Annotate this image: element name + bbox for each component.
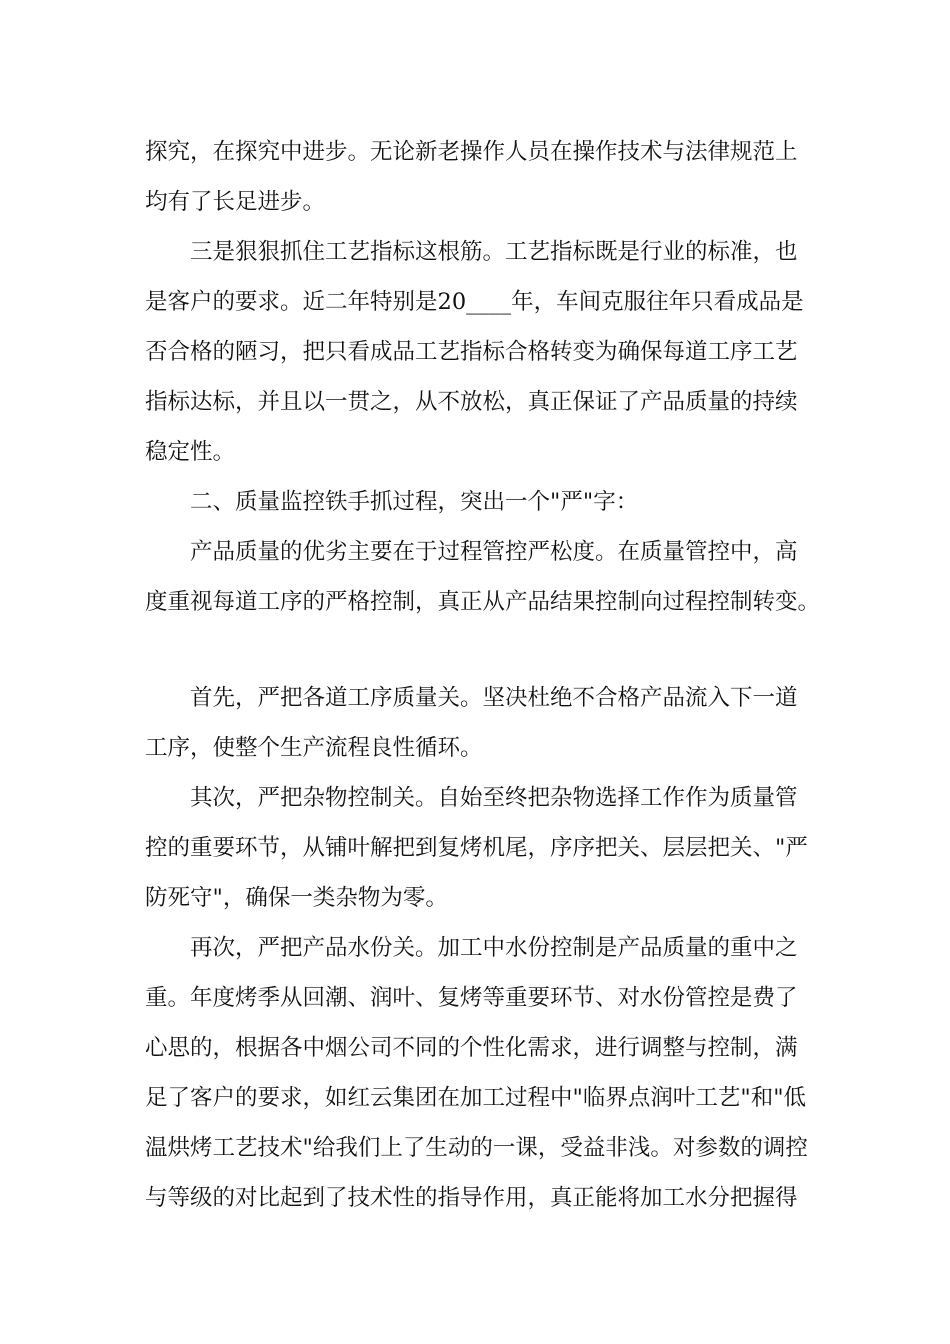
text-line: 与等级的对比起到了技术性的指导作用，真正能将加工水分把握得 — [145, 1185, 798, 1211]
section-heading: 二、质量监控铁手抓过程，突出一个"严"字： — [190, 489, 639, 515]
text-line: 稳定性。 — [145, 439, 236, 465]
text-line: 否合格的陋习，把只看成品工艺指标合格转变为确保每道工序工艺 — [145, 339, 798, 365]
text-line: 探究，在探究中进步。无论新老操作人员在操作技术与法律规范上 — [145, 139, 798, 165]
paragraph-start-line: 其次，严把杂物控制关。自始至终把杂物选择工作作为质量管 — [190, 785, 798, 811]
text-line: 是客户的要求。近二年特别是20____年，车间克服往年只看成品是 — [145, 289, 804, 315]
text-line: 控的重要环节，从铺叶解把到复烤机尾，序序把关、层层把关、"严 — [145, 835, 808, 861]
text-line: 均有了长足进步。 — [145, 189, 326, 215]
paragraph-start-line: 再次，严把产品水份关。加工中水份控制是产品质量的重中之 — [190, 935, 798, 961]
paragraph-start-line: 产品质量的优劣主要在于过程管控严松度。在质量管控中，高 — [190, 539, 798, 565]
text-line: 重。年度烤季从回潮、润叶、复烤等重要环节、对水份管控是费了 — [145, 985, 798, 1011]
text-line: 指标达标，并且以一贯之，从不放松，真正保证了产品质量的持续 — [145, 389, 798, 415]
text-line: 足了客户的要求，如红云集团在加工过程中"临界点润叶工艺"和"低 — [145, 1085, 807, 1111]
text-line: 防死守"，确保一类杂物为零。 — [145, 885, 448, 911]
text-line: 工序，使整个生产流程良性循环。 — [145, 735, 483, 761]
text-line: 心思的，根据各中烟公司不同的个性化需求，进行调整与控制，满 — [145, 1035, 798, 1061]
paragraph-start-line: 首先，严把各道工序质量关。坚决杜绝不合格产品流入下一道 — [190, 685, 798, 711]
text-line: 度重视每道工序的严格控制，真正从产品结果控制向过程控制转变。 — [145, 589, 821, 615]
text-line: 温烘烤工艺技术"给我们上了生动的一课，受益非浅。对参数的调控 — [145, 1135, 808, 1161]
paragraph-start-line: 三是狠狠抓住工艺指标这根筋。工艺指标既是行业的标准，也 — [190, 239, 798, 265]
